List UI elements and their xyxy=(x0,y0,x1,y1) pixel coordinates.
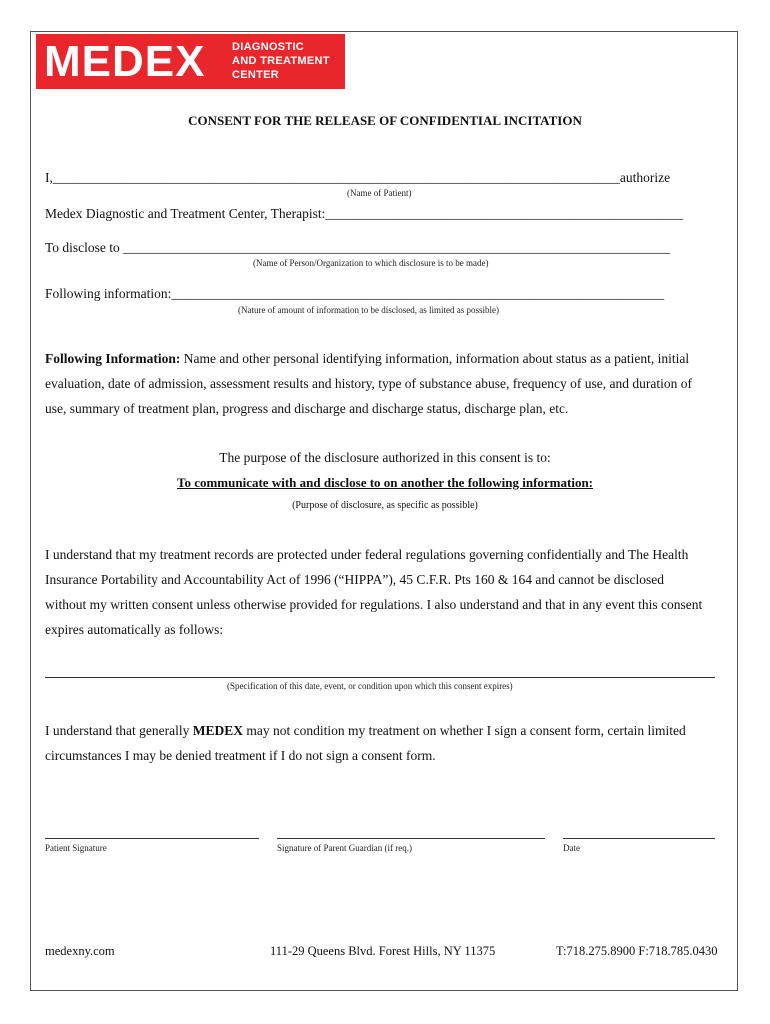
paragraph-line xyxy=(45,346,720,371)
guardian-signature-label: Signature of Parent Guardian (if req.) xyxy=(277,843,412,853)
disclose-to-field[interactable]: _________________________________________________________________________________ xyxy=(123,240,670,255)
paragraph-line: use, summary of treatment plan, progress and discharge and discharge status, discharge plan, etc. xyxy=(45,401,569,416)
therapist-field[interactable]: _____________________________________________________ xyxy=(325,206,684,221)
disclose-to-label: To disclose to xyxy=(45,240,120,255)
following-information-heading: Following Information: xyxy=(45,351,181,366)
logo-tagline-line: AND TREATMENT xyxy=(232,55,330,67)
logo-tagline-line: CENTER xyxy=(232,69,280,81)
paragraph-line: I understand that my treatment records are protected under federal regulations governing confidentially and The Health xyxy=(45,547,689,562)
footer-address: 111-29 Queens Blvd. Forest Hills, NY 11375 xyxy=(270,944,496,958)
therapist-label: Medex Diagnostic and Treatment Center, Therapist: xyxy=(45,206,326,221)
following-information-line xyxy=(45,286,664,302)
logo-wordmark: MEDEX xyxy=(44,37,206,86)
following-information-field[interactable]: _________________________________________________________________________ xyxy=(171,286,665,301)
patient-name-line xyxy=(45,170,670,186)
patient-prefix: I, xyxy=(45,170,53,185)
medex-logo xyxy=(36,34,345,89)
paragraph-line: evaluation, date of admission, assessment results and history, type of substance abuse, frequency of use, and duration of xyxy=(45,376,692,391)
purpose-statement xyxy=(0,475,770,491)
paragraph-line: without my written consent unless otherwise provided for regulations. I also understand and that in any event this consent xyxy=(45,597,703,612)
expiry-field[interactable] xyxy=(45,677,715,678)
expiry-caption: (Specification of this date, event, or condition upon which this consent expires) xyxy=(227,681,513,691)
paragraph-line: expires automatically as follows: xyxy=(45,622,224,637)
document-title: CONSENT FOR THE RELEASE OF CONFIDENTIAL INCITATION xyxy=(188,113,582,128)
paragraph-text: Name and other personal identifying information, information about status as a patient, initial xyxy=(180,351,690,366)
paragraph-line: circumstances I may be denied treatment if I do not sign a consent form. xyxy=(45,748,436,763)
patient-signature-label: Patient Signature xyxy=(45,843,107,853)
authorize-word: authorize xyxy=(619,170,671,185)
disclose-to-line xyxy=(45,240,670,256)
patient-name-field[interactable]: ____________________________________________________________________________________ xyxy=(52,170,620,185)
purpose-caption: (Purpose of disclosure, as specific as possible) xyxy=(292,500,478,511)
records-paragraph xyxy=(45,542,720,642)
date-field[interactable] xyxy=(563,838,715,839)
medex-brand-text: MEDEX xyxy=(192,723,243,738)
footer-phone-fax: T:718.275.8900 F:718.785.0430 xyxy=(556,944,718,958)
therapist-line xyxy=(45,206,683,222)
guardian-signature-field[interactable] xyxy=(277,838,545,839)
paragraph-text: may not condition my treatment on whether I sign a consent form, certain limited xyxy=(242,723,686,738)
paragraph-text: I understand that generally xyxy=(45,723,193,738)
paragraph-line: Insurance Portability and Accountability Act of 1996 (“HIPPA”), 45 C.F.R. Pts 160 & 164 and cannot be disclosed xyxy=(45,572,664,587)
logo-tagline-line: DIAGNOSTIC xyxy=(232,41,305,53)
date-label: Date xyxy=(563,843,580,853)
patient-signature-field[interactable] xyxy=(45,838,259,839)
following-information-paragraph xyxy=(45,346,720,421)
purpose-intro: The purpose of the disclosure authorized in this consent is to: xyxy=(219,450,551,465)
footer-website: medexny.com xyxy=(45,944,115,958)
paragraph-line xyxy=(45,718,720,743)
patient-name-caption: (Name of Patient) xyxy=(347,188,412,198)
medex-condition-paragraph xyxy=(45,718,720,768)
following-information-label: Following information: xyxy=(45,286,172,301)
purpose-statement-text: To communicate with and disclose to on another the following information: xyxy=(176,475,593,490)
disclose-to-caption: (Name of Person/Organization to which disclosure is to be made) xyxy=(253,258,489,268)
logo-tagline xyxy=(232,40,330,82)
following-information-caption: (Nature of amount of information to be disclosed, as limited as possible) xyxy=(238,305,499,315)
